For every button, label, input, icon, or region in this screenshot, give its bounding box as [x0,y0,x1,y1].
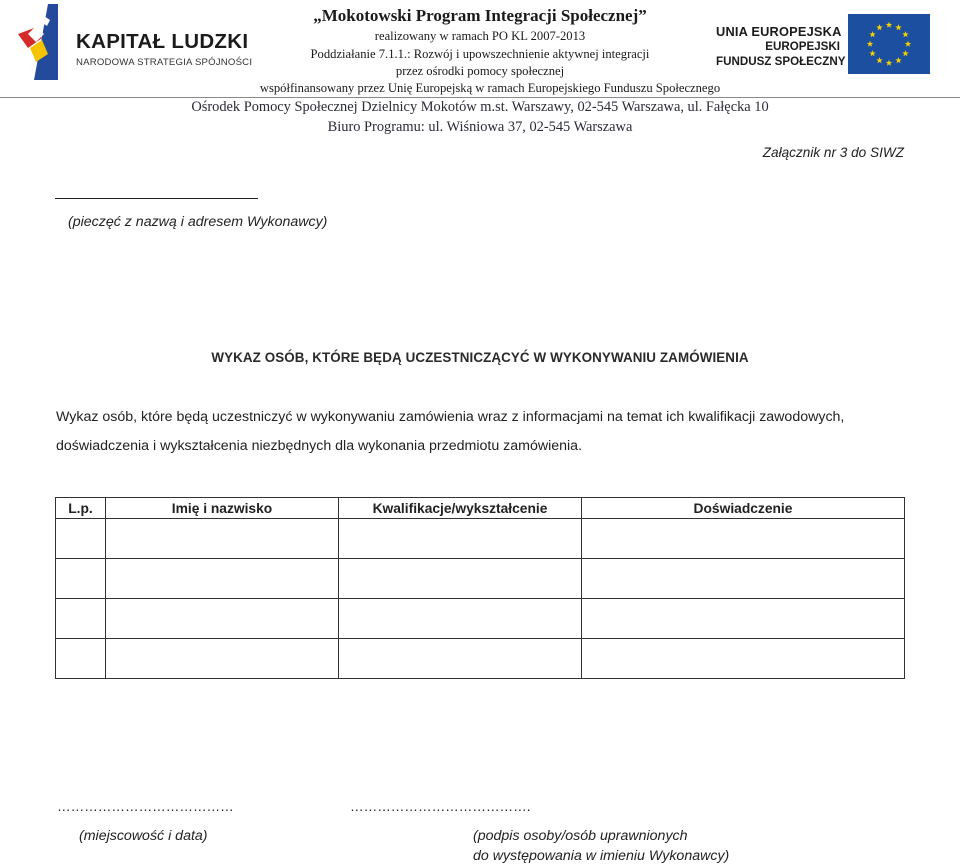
program-line-1: realizowany w ramach PO KL 2007-2013 [374,29,586,43]
table-cell[interactable] [582,639,905,679]
table-cell[interactable] [582,519,905,559]
table-cell[interactable] [106,599,339,639]
table-cell[interactable] [56,599,106,639]
table-cell[interactable] [339,519,582,559]
place-date-line: ………………………………… [57,799,234,814]
program-title: „Mokotowski Program Integracji Społecznej” [313,6,647,25]
stamp-line [55,198,258,199]
signature-line: …………………………………. [350,799,531,814]
eu-label-line-3: FUNDUSZ SPOŁECZNY [716,55,846,68]
table-row [56,559,905,599]
kapital-ludzki-emblem-icon [14,4,74,80]
table-cell[interactable] [106,559,339,599]
kapital-ludzki-logo [14,4,253,74]
program-line-3: przez ośrodki pomocy społecznej [395,64,565,78]
signature-caption-line-1: (podpis osoby/osób uprawnionych [473,828,688,844]
table-row [56,599,905,639]
table-row [56,519,905,559]
description-line-2: doświadczenia i wykształcenia niezbędnych dla wykonania przedmiotu zamówienia. [56,438,583,454]
eu-label [716,24,846,69]
signature-caption-line-2: do występowania w imieniu Wykonawcy) [473,848,730,864]
eu-flag-icon [848,14,930,74]
kapital-ludzki-subtitle: NARODOWA STRATEGIA SPÓJNOŚCI [76,57,253,68]
kapital-ludzki-title: KAPITAŁ LUDZKI [76,30,249,53]
table-cell[interactable] [582,559,905,599]
attachment-label: Załącznik nr 3 do SIWZ [762,145,904,160]
table-cell[interactable] [56,519,106,559]
table-row [56,639,905,679]
program-line-4: współfinansowany przez Unię Europejską w ramach Europejskiego Funduszu Społecznego [259,81,721,95]
document-title: WYKAZ OSÓB, KTÓRE BĘDĄ UCZESTNICZĄCYĆ W WYKONYWANIU ZAMÓWIENIA [211,350,749,365]
table-cell[interactable] [56,559,106,599]
table-cell[interactable] [339,639,582,679]
column-header-qualifications: Kwalifikacje/wykształcenie [339,498,582,519]
description-line-1: Wykaz osób, które będą uczestniczyć w wykonywaniu zamówienia wraz z informacjami na temat ich kwalifikacji zawodowych, [56,409,845,425]
header-divider [0,97,960,98]
table-header-row [56,498,905,519]
table-cell[interactable] [106,639,339,679]
table-cell[interactable] [56,639,106,679]
stamp-caption: (pieczęć z nazwą i adresem Wykonawcy) [68,214,328,230]
office-address: Ośrodek Pomocy Społecznej Dzielnicy Mokotów m.st. Warszawy, 02-545 Warszawa, ul. Fałęcka 10 [191,99,769,115]
column-header-name: Imię i nazwisko [106,498,339,519]
personnel-table [55,497,905,679]
table-cell[interactable] [582,599,905,639]
table-cell[interactable] [339,599,582,639]
eu-label-line-1: UNIA EUROPEJSKA [716,24,842,39]
place-date-caption: (miejscowość i data) [79,828,208,844]
table-cell[interactable] [106,519,339,559]
column-header-experience: Doświadczenie [582,498,905,519]
table-cell[interactable] [339,559,582,599]
program-line-2: Poddziałanie 7.1.1.: Rozwój i upowszechnienie aktywnej integracji [310,47,650,61]
program-office-address: Biuro Programu: ul. Wiśniowa 37, 02-545 Warszawa [327,119,633,135]
column-header-lp: L.p. [56,498,106,519]
eu-label-line-2: EUROPEJSKI [765,40,840,53]
